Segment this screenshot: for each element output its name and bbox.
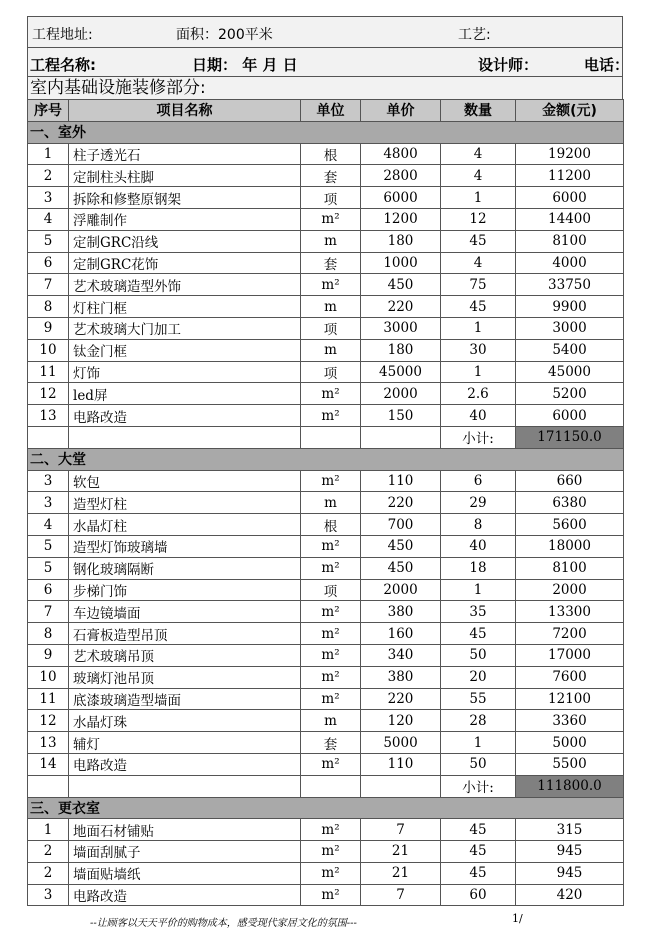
col-item: 项目名称 — [69, 100, 301, 122]
row-unit: 项 — [301, 187, 361, 209]
row-price: 110 — [361, 753, 441, 775]
table-row — [28, 884, 624, 906]
quote-sheet — [27, 16, 630, 906]
table-row — [28, 601, 624, 623]
empty-cell — [301, 775, 361, 797]
table-row — [28, 819, 624, 841]
row-amount: 660 — [516, 470, 624, 492]
row-price: 450 — [361, 274, 441, 296]
col-amount: 金额(元) — [516, 100, 624, 122]
row-seq: 5 — [28, 535, 69, 557]
row-amount: 5500 — [516, 753, 624, 775]
empty-cell — [69, 775, 301, 797]
row-seq: 12 — [28, 383, 69, 405]
row-seq: 11 — [28, 361, 69, 383]
row-unit: m² — [301, 862, 361, 884]
row-seq: 1 — [28, 819, 69, 841]
empty-cell — [301, 426, 361, 448]
row-qty: 20 — [441, 666, 516, 688]
row-item: 定制GRC花饰 — [69, 252, 301, 274]
row-qty: 2.6 — [441, 383, 516, 405]
section-title: 室内基础设施装修部分: — [27, 76, 623, 99]
row-amount: 33750 — [516, 274, 624, 296]
craft-label: 工艺: — [458, 27, 491, 43]
table-row — [28, 187, 624, 209]
group-header-row — [28, 797, 624, 819]
row-item: 拆除和修整原钢架 — [69, 187, 301, 209]
row-unit: m² — [301, 383, 361, 405]
row-item: 造型灯柱 — [69, 492, 301, 514]
table-row — [28, 666, 624, 688]
row-item: 底漆玻璃造型墙面 — [69, 688, 301, 710]
row-amount: 5600 — [516, 514, 624, 536]
row-unit: 根 — [301, 514, 361, 536]
row-amount: 3000 — [516, 317, 624, 339]
row-unit: 项 — [301, 317, 361, 339]
row-amount: 2000 — [516, 579, 624, 601]
row-amount: 18000 — [516, 535, 624, 557]
row-unit: m² — [301, 753, 361, 775]
row-unit: 套 — [301, 732, 361, 754]
row-seq: 2 — [28, 165, 69, 187]
table-row — [28, 557, 624, 579]
row-amount: 4000 — [516, 252, 624, 274]
row-item: 灯柱门框 — [69, 296, 301, 318]
row-qty: 60 — [441, 884, 516, 906]
row-seq: 2 — [28, 841, 69, 863]
table-row — [28, 753, 624, 775]
row-price: 220 — [361, 492, 441, 514]
row-seq: 1 — [28, 143, 69, 165]
group-header-row — [28, 448, 624, 470]
table-row — [28, 579, 624, 601]
row-qty: 6 — [441, 470, 516, 492]
group-title: 一、室外 — [28, 121, 624, 143]
row-unit: 项 — [301, 361, 361, 383]
row-price: 450 — [361, 535, 441, 557]
row-item: 辅灯 — [69, 732, 301, 754]
row-price: 3000 — [361, 317, 441, 339]
col-seq: 序号 — [28, 100, 69, 122]
row-price: 340 — [361, 644, 441, 666]
row-price: 2000 — [361, 383, 441, 405]
row-item: 定制柱头柱脚 — [69, 165, 301, 187]
row-qty: 40 — [441, 405, 516, 427]
row-unit: m² — [301, 535, 361, 557]
row-item: 灯饰 — [69, 361, 301, 383]
row-unit: m² — [301, 623, 361, 645]
row-seq: 3 — [28, 884, 69, 906]
row-price: 110 — [361, 470, 441, 492]
row-seq: 13 — [28, 405, 69, 427]
row-price: 700 — [361, 514, 441, 536]
row-amount: 8100 — [516, 230, 624, 252]
row-qty: 1 — [441, 732, 516, 754]
page-number: 1/ — [512, 912, 523, 925]
row-item: 造型灯饰玻璃墙 — [69, 535, 301, 557]
row-unit: m — [301, 492, 361, 514]
empty-cell — [69, 426, 301, 448]
table-row — [28, 230, 624, 252]
row-qty: 4 — [441, 165, 516, 187]
row-unit: m — [301, 339, 361, 361]
row-item: 柱子透光石 — [69, 143, 301, 165]
row-qty: 4 — [441, 143, 516, 165]
row-item: 墙面贴墙纸 — [69, 862, 301, 884]
row-price: 4800 — [361, 143, 441, 165]
row-seq: 10 — [28, 339, 69, 361]
row-unit: m² — [301, 208, 361, 230]
row-qty: 50 — [441, 644, 516, 666]
row-qty: 12 — [441, 208, 516, 230]
row-seq: 6 — [28, 252, 69, 274]
table-row — [28, 405, 624, 427]
row-unit: 套 — [301, 165, 361, 187]
row-price: 21 — [361, 841, 441, 863]
header-row-1 — [27, 16, 623, 47]
row-price: 450 — [361, 557, 441, 579]
row-seq: 7 — [28, 601, 69, 623]
row-item: 定制GRC沿线 — [69, 230, 301, 252]
table-row — [28, 492, 624, 514]
row-qty: 40 — [441, 535, 516, 557]
row-qty: 45 — [441, 819, 516, 841]
row-amount: 5400 — [516, 339, 624, 361]
row-seq: 3 — [28, 492, 69, 514]
row-price: 160 — [361, 623, 441, 645]
row-amount: 945 — [516, 862, 624, 884]
row-amount: 12100 — [516, 688, 624, 710]
subtotal-label: 小计: — [441, 426, 516, 448]
quote-table — [27, 99, 624, 906]
table-row — [28, 535, 624, 557]
row-amount: 17000 — [516, 644, 624, 666]
row-price: 180 — [361, 230, 441, 252]
row-qty: 45 — [441, 862, 516, 884]
row-amount: 420 — [516, 884, 624, 906]
row-price: 7 — [361, 819, 441, 841]
subtotal-label: 小计: — [441, 775, 516, 797]
table-row — [28, 143, 624, 165]
row-unit: m² — [301, 688, 361, 710]
row-item: 玻璃灯池吊顶 — [69, 666, 301, 688]
table-row — [28, 710, 624, 732]
row-qty: 8 — [441, 514, 516, 536]
date-label: 日期： 年 月 日 — [192, 56, 298, 74]
row-amount: 6000 — [516, 405, 624, 427]
phone-label: 电话： — [584, 56, 630, 74]
row-amount: 11200 — [516, 165, 624, 187]
row-seq: 9 — [28, 317, 69, 339]
row-unit: m — [301, 710, 361, 732]
row-seq: 11 — [28, 688, 69, 710]
row-amount: 8100 — [516, 557, 624, 579]
row-seq: 3 — [28, 470, 69, 492]
row-amount: 945 — [516, 841, 624, 863]
table-row — [28, 165, 624, 187]
row-qty: 45 — [441, 623, 516, 645]
subtotal-value: 171150.0 — [516, 426, 624, 448]
row-qty: 4 — [441, 252, 516, 274]
row-price: 380 — [361, 666, 441, 688]
row-price: 180 — [361, 339, 441, 361]
row-seq: 3 — [28, 187, 69, 209]
row-item: 地面石材铺贴 — [69, 819, 301, 841]
table-row — [28, 361, 624, 383]
row-unit: m — [301, 230, 361, 252]
row-amount: 6380 — [516, 492, 624, 514]
row-amount: 13300 — [516, 601, 624, 623]
table-row — [28, 296, 624, 318]
table-row — [28, 623, 624, 645]
table-row — [28, 208, 624, 230]
row-item: 钢化玻璃隔断 — [69, 557, 301, 579]
table-row — [28, 732, 624, 754]
row-unit: m² — [301, 644, 361, 666]
table-body — [28, 121, 624, 906]
row-item: 浮雕制作 — [69, 208, 301, 230]
group-title: 二、大堂 — [28, 448, 624, 470]
table-row — [28, 339, 624, 361]
row-price: 2800 — [361, 165, 441, 187]
row-amount: 9900 — [516, 296, 624, 318]
row-unit: m² — [301, 601, 361, 623]
row-price: 150 — [361, 405, 441, 427]
row-price: 7 — [361, 884, 441, 906]
row-item: 电路改造 — [69, 753, 301, 775]
address-label: 工程地址: — [32, 27, 93, 43]
table-row — [28, 252, 624, 274]
row-price: 380 — [361, 601, 441, 623]
row-item: 石膏板造型吊顶 — [69, 623, 301, 645]
row-seq: 5 — [28, 230, 69, 252]
row-unit: m² — [301, 666, 361, 688]
row-amount: 3360 — [516, 710, 624, 732]
row-seq: 2 — [28, 862, 69, 884]
row-seq: 12 — [28, 710, 69, 732]
row-price: 220 — [361, 688, 441, 710]
row-item: 电路改造 — [69, 405, 301, 427]
table-row — [28, 841, 624, 863]
row-qty: 30 — [441, 339, 516, 361]
row-seq: 8 — [28, 296, 69, 318]
row-unit: m² — [301, 819, 361, 841]
row-qty: 75 — [441, 274, 516, 296]
row-amount: 14400 — [516, 208, 624, 230]
row-item: 水晶灯珠 — [69, 710, 301, 732]
table-row — [28, 862, 624, 884]
group-title: 三、更衣室 — [28, 797, 624, 819]
table-row — [28, 317, 624, 339]
row-unit: 套 — [301, 252, 361, 274]
row-qty: 45 — [441, 230, 516, 252]
table-row — [28, 688, 624, 710]
empty-cell — [28, 426, 69, 448]
table-row — [28, 644, 624, 666]
row-qty: 18 — [441, 557, 516, 579]
row-seq: 8 — [28, 623, 69, 645]
row-seq: 9 — [28, 644, 69, 666]
row-seq: 6 — [28, 579, 69, 601]
row-unit: 项 — [301, 579, 361, 601]
row-item: 墙面刮腻子 — [69, 841, 301, 863]
row-price: 45000 — [361, 361, 441, 383]
row-seq: 5 — [28, 557, 69, 579]
row-unit: 根 — [301, 143, 361, 165]
row-unit: m² — [301, 274, 361, 296]
footer-slogan: --让顾客以天天平价的购物成本，感受现代家居文化的氛围--- — [90, 918, 357, 929]
row-item: 艺术玻璃吊顶 — [69, 644, 301, 666]
row-price: 5000 — [361, 732, 441, 754]
designer-label: 设计师： — [478, 56, 539, 74]
row-amount: 7200 — [516, 623, 624, 645]
row-unit: m — [301, 296, 361, 318]
row-item: 软包 — [69, 470, 301, 492]
row-amount: 5000 — [516, 732, 624, 754]
row-qty: 29 — [441, 492, 516, 514]
row-item: led屏 — [69, 383, 301, 405]
subtotal-row — [28, 426, 624, 448]
row-price: 2000 — [361, 579, 441, 601]
table-row — [28, 274, 624, 296]
row-seq: 7 — [28, 274, 69, 296]
row-amount: 45000 — [516, 361, 624, 383]
empty-cell — [361, 775, 441, 797]
row-seq: 10 — [28, 666, 69, 688]
header-row-2 — [27, 47, 630, 76]
row-amount: 315 — [516, 819, 624, 841]
table-row — [28, 383, 624, 405]
row-qty: 35 — [441, 601, 516, 623]
empty-cell — [361, 426, 441, 448]
area-label: 面积：200平米 — [176, 27, 273, 43]
row-seq: 13 — [28, 732, 69, 754]
row-qty: 1 — [441, 579, 516, 601]
row-seq: 4 — [28, 514, 69, 536]
row-amount: 7600 — [516, 666, 624, 688]
row-item: 车边镜墙面 — [69, 601, 301, 623]
table-row — [28, 514, 624, 536]
row-unit: m² — [301, 884, 361, 906]
row-amount: 19200 — [516, 143, 624, 165]
column-header-row — [28, 100, 624, 122]
row-unit: m² — [301, 405, 361, 427]
subtotal-row — [28, 775, 624, 797]
row-unit: m² — [301, 470, 361, 492]
row-amount: 5200 — [516, 383, 624, 405]
row-seq: 4 — [28, 208, 69, 230]
row-qty: 45 — [441, 296, 516, 318]
row-qty: 28 — [441, 710, 516, 732]
row-price: 1200 — [361, 208, 441, 230]
col-qty: 数量 — [441, 100, 516, 122]
row-price: 220 — [361, 296, 441, 318]
row-item: 步梯门饰 — [69, 579, 301, 601]
row-unit: m² — [301, 841, 361, 863]
row-qty: 1 — [441, 187, 516, 209]
col-price: 单价 — [361, 100, 441, 122]
row-price: 21 — [361, 862, 441, 884]
row-item: 电路改造 — [69, 884, 301, 906]
col-unit: 单位 — [301, 100, 361, 122]
row-item: 艺术玻璃大门加工 — [69, 317, 301, 339]
row-item: 水晶灯柱 — [69, 514, 301, 536]
row-qty: 1 — [441, 361, 516, 383]
project-label: 工程名称: — [30, 56, 96, 74]
row-qty: 50 — [441, 753, 516, 775]
empty-cell — [28, 775, 69, 797]
subtotal-value: 111800.0 — [516, 775, 624, 797]
group-header-row — [28, 121, 624, 143]
row-qty: 1 — [441, 317, 516, 339]
row-amount: 6000 — [516, 187, 624, 209]
row-price: 1000 — [361, 252, 441, 274]
row-unit: m² — [301, 557, 361, 579]
row-price: 6000 — [361, 187, 441, 209]
row-qty: 55 — [441, 688, 516, 710]
row-price: 120 — [361, 710, 441, 732]
row-qty: 45 — [441, 841, 516, 863]
row-seq: 14 — [28, 753, 69, 775]
row-item: 钛金门框 — [69, 339, 301, 361]
row-item: 艺术玻璃造型外饰 — [69, 274, 301, 296]
table-row — [28, 470, 624, 492]
